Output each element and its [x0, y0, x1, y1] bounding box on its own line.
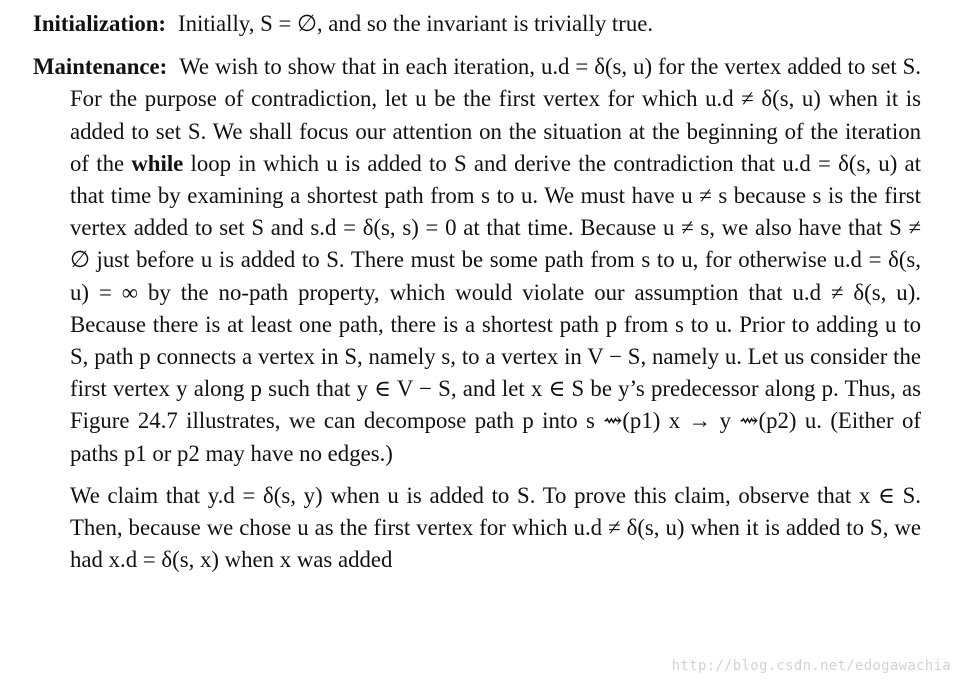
- paragraph-claim: [33, 480, 921, 577]
- initialization-text: Initially, S = ∅, and so the invariant is trivially true.: [178, 11, 654, 36]
- lead-initialization: Initialization:: [33, 11, 166, 36]
- while-keyword: while: [131, 150, 184, 176]
- claim-text: We claim that y.d = δ(s, y) when u is added to S. To prove this claim, observe that x ∈ S. Then, because we chose u as the first vertex for which u.d ≠ δ(s, u) when it is added to S, we had x.d = δ(s, x) when x was added: [70, 482, 921, 573]
- maintenance-text-2: loop in which u is added to S and derive the contradiction that u.d = δ(s, u) at that time by examining a shortest path from s to u. We must have u ≠ s because s is the first vertex added to set S and s.d = δ(s, s) = 0 at that time. Because u ≠ s, we also have that S ≠ ∅ just before u is added to S. There must be some path from s to u, for otherwise u.d = δ(s, u) = ∞ by the no-path property, which would violate our assumption that u.d ≠ δ(s, u). Because there is at least one path, there is a shortest path p from s to u. Prior to adding u to S, path p connects a vertex in S, namely s, to a vertex in V − S, namely u. Let us consider the first vertex y along p such that y ∈ V − S, and let x ∈ S be y’s predecessor along p. Thus, as Figure 24.7 illustrates, we can decompose path p into s ⇝(p1) x → y ⇝(p2) u. (Either of paths p1 or p2 may have no edges.): [70, 150, 921, 466]
- paragraph-initialization: [33, 8, 921, 40]
- maintenance-text-1: We wish to show that in each iteration, u.d = δ(s, u) for the vertex added to set S. For the purpose of contradiction, let u be the first vertex for which u.d ≠ δ(s, u) when it is added to set S. We shall focus our attention on the situation at the beginning of the iteration of the: [70, 54, 921, 176]
- lead-maintenance: Maintenance:: [33, 54, 168, 80]
- paragraph-maintenance: [33, 51, 921, 470]
- watermark: http://blog.csdn.net/edogawachia: [671, 658, 951, 674]
- page-content: [33, 8, 921, 576]
